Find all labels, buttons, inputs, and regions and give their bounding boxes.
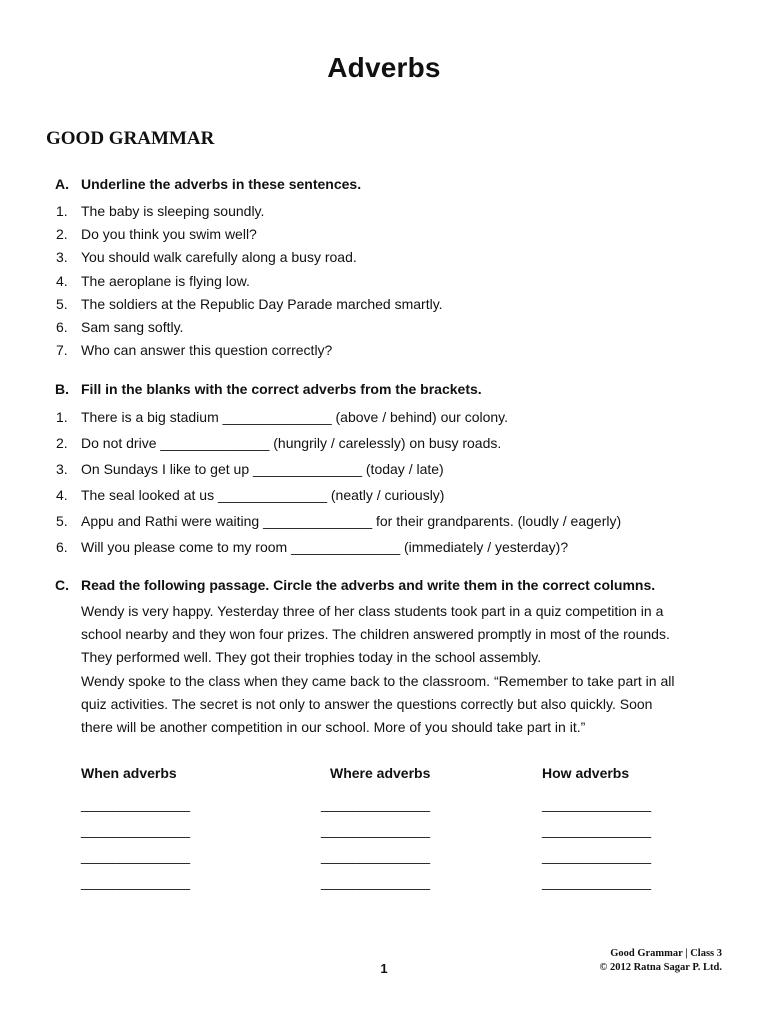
column-heading: How adverbs (542, 765, 630, 781)
list-item (56, 270, 443, 293)
item-number: 2. (56, 226, 68, 243)
section-instruction: Underline the adverbs in these sentences. (81, 176, 362, 192)
section-a-list (56, 200, 443, 362)
answer-blank[interactable]: ______________ (542, 874, 652, 890)
item-number: 3. (56, 460, 68, 477)
section-instruction: Read the following passage. Circle the adverbs and write them in the correct columns. (81, 577, 656, 593)
answer-blank[interactable]: ______________ (321, 874, 431, 890)
item-text: Sam sang softly. (81, 319, 184, 336)
answer-blank[interactable]: ______________ (321, 848, 431, 864)
answer-blank[interactable]: ______________ (81, 796, 191, 812)
list-item (56, 405, 621, 431)
column-where (321, 765, 430, 895)
passage-line: there will be another competition in our school. More of you should take part in it.” (81, 719, 586, 736)
list-item (56, 535, 621, 561)
item-text: The seal looked at us ______________ (neatly / curiously) (81, 486, 445, 503)
passage-line: Wendy is very happy. Yesterday three of her class students took part in a quiz competition in a (81, 603, 664, 619)
item-number: 5. (56, 512, 68, 529)
list-item (56, 483, 621, 509)
answer-blank[interactable]: ______________ (321, 796, 431, 812)
answer-blank[interactable]: ______________ (81, 848, 191, 864)
footer-series: Good Grammar | Class 3 (610, 948, 722, 959)
item-text: There is a big stadium ______________ (above / behind) our colony. (81, 409, 509, 425)
footer-copyright: © 2012 Ratna Sagar P. Ltd. (599, 962, 722, 973)
list-item (56, 223, 443, 246)
section-letter: C. (55, 577, 69, 593)
item-number: 6. (56, 538, 68, 555)
passage-line: Wendy spoke to the class when they came back to the classroom. “Remember to take part in all (81, 672, 675, 689)
item-number: 5. (56, 295, 68, 312)
item-number: 1. (56, 203, 68, 219)
list-item (56, 339, 443, 362)
item-text: Who can answer this question correctly? (81, 342, 333, 359)
list-item (56, 431, 621, 457)
passage-line: quiz activities. The secret is not only to answer the questions correctly but also quickly. Soon (81, 695, 653, 712)
section-a-heading (55, 176, 361, 192)
section-instruction: Fill in the blanks with the correct adverbs from the brackets. (81, 381, 482, 397)
answer-blank[interactable]: ______________ (542, 796, 652, 812)
subheading: GOOD GRAMMAR (46, 128, 215, 149)
item-text: The aeroplane is flying low. (81, 272, 250, 289)
column-how (542, 765, 651, 895)
item-number: 2. (56, 434, 68, 451)
section-b-heading (55, 381, 482, 397)
item-number: 6. (56, 319, 68, 336)
answer-blank[interactable]: ______________ (81, 874, 191, 890)
answer-blank[interactable]: ______________ (542, 848, 652, 864)
answer-blank[interactable]: ______________ (81, 822, 191, 838)
column-heading: Where adverbs (330, 765, 431, 781)
passage (81, 600, 741, 739)
section-b-list (56, 405, 621, 560)
answer-blank[interactable]: ______________ (321, 822, 431, 838)
item-text: Do you think you swim well? (81, 226, 257, 243)
section-letter: A. (55, 176, 69, 192)
item-number: 4. (56, 486, 68, 503)
item-number: 7. (56, 342, 68, 359)
answer-blank[interactable]: ______________ (542, 822, 652, 838)
item-number: 3. (56, 249, 68, 266)
page-title: Adverbs (327, 52, 441, 83)
list-item (56, 509, 621, 535)
passage-line: school nearby and they won four prizes. The children answered promptly in most of the rounds. (81, 626, 670, 643)
list-item (56, 246, 443, 269)
item-text: The baby is sleeping soundly. (81, 203, 265, 219)
section-letter: B. (55, 381, 69, 397)
item-text: Appu and Rathi were waiting ______________ for their grandparents. (loudly / eagerly) (81, 512, 622, 529)
item-text: Will you please come to my room ______________ (immediately / yesterday)? (81, 538, 569, 555)
page-number: 1 (380, 961, 388, 976)
item-text: You should walk carefully along a busy road. (81, 249, 357, 266)
list-item (56, 316, 443, 339)
list-item (56, 293, 443, 316)
item-number: 1. (56, 409, 68, 425)
item-text: Do not drive ______________ (hungrily / carelessly) on busy roads. (81, 434, 502, 451)
list-item (56, 457, 621, 483)
section-c-heading (55, 577, 655, 593)
item-text: On Sundays I like to get up ______________ (today / late) (81, 460, 444, 477)
column-when (81, 765, 190, 895)
passage-line: They performed well. They got their trophies today in the school assembly. (81, 649, 542, 666)
list-item (56, 200, 443, 223)
item-number: 4. (56, 272, 68, 289)
item-text: The soldiers at the Republic Day Parade marched smartly. (81, 295, 443, 312)
column-heading: When adverbs (81, 765, 177, 781)
